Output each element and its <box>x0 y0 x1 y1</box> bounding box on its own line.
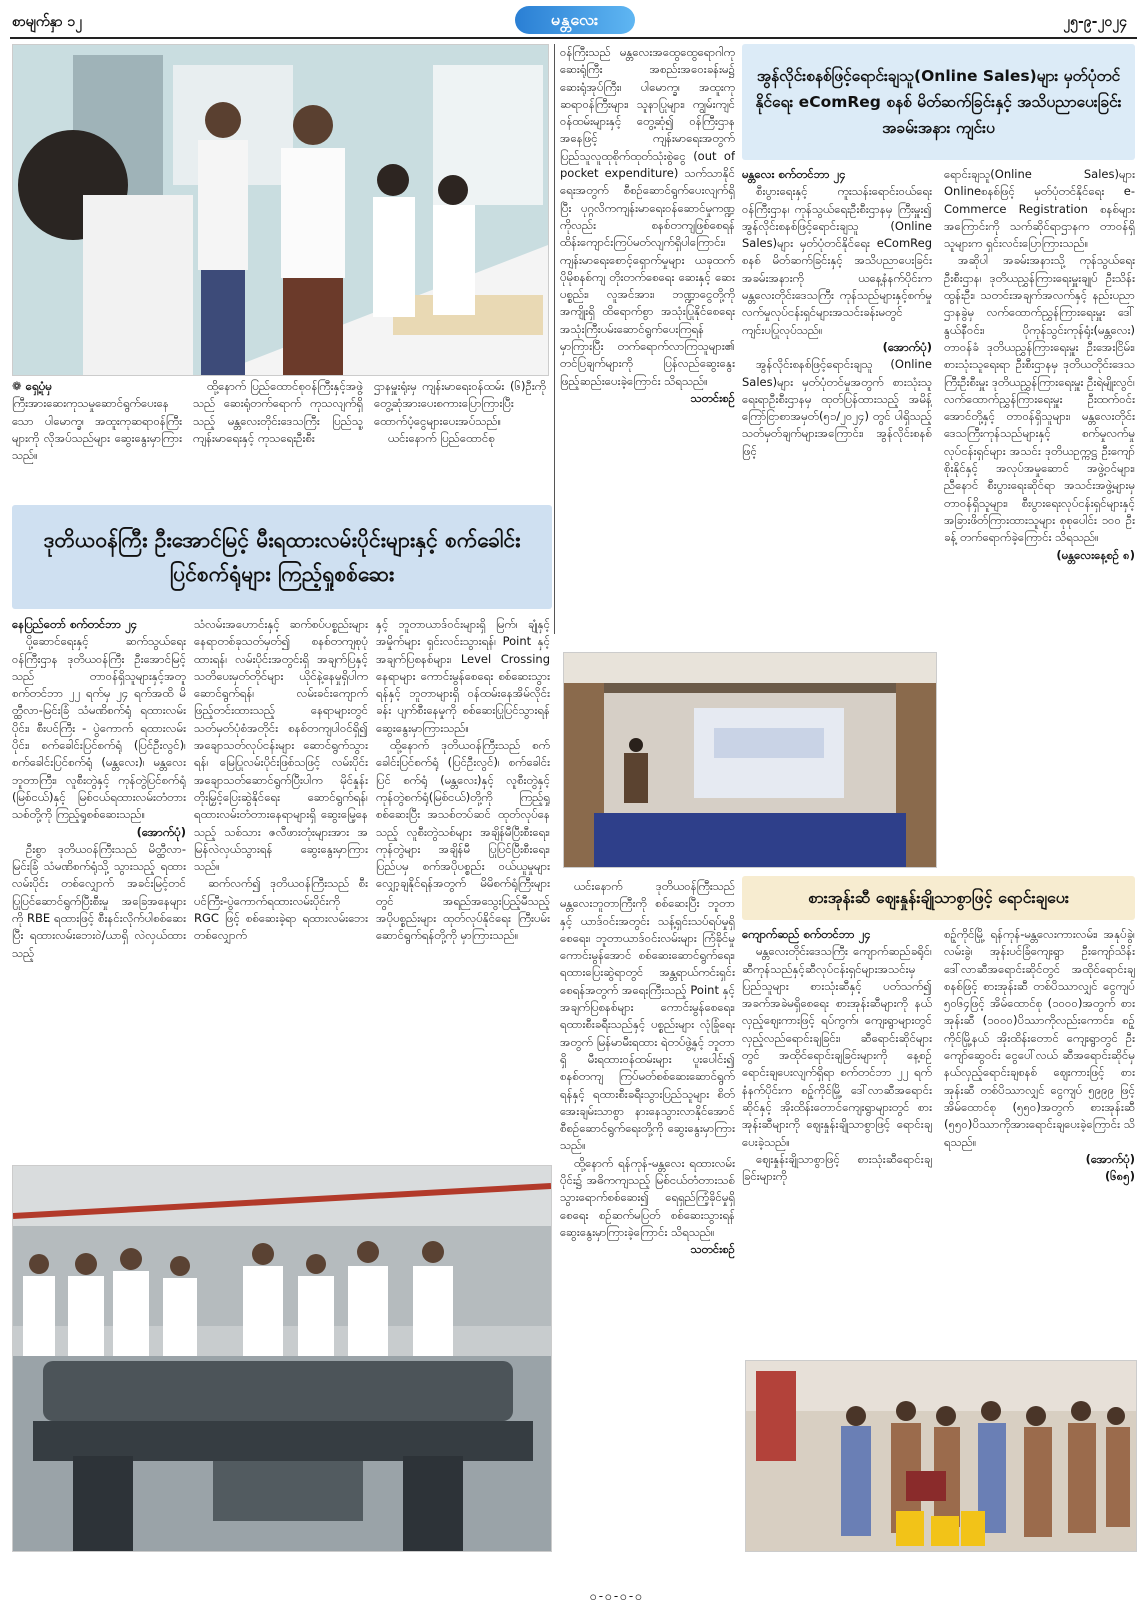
article2-col1-text: စီးပွားရေးနှင့် ကူးသန်းရောင်းဝယ်ရေးဝန်ကြီးဌာန၊ ကုန်သွယ်ရေးဦးစီးဌာနမှ ကြီးမှူး၍ အွန်လိုင်းစနစ်ဖြင့်ရောင်းချသူ (Online Sales)များ မှတ်ပုံတင်နိုင်ရေး eComReg စနစ် မိတ်ဆက်ခြင်းနှင့် အသိပညာပေးခြင်း အခမ်းအနားကို ယနေ့နံနက်ပိုင်းက မန္တလေးတိုင်းဒေသကြီး ကုန်သည်များနှင့်စက်မှုလက်မှုလုပ်ငန်းရှင်များအသင်းခန်းမတွင် ကျင်းပပြုလုပ်သည်။ <box>742 184 932 337</box>
conference-photo <box>563 652 937 868</box>
article1-dateline: နေပြည်တော် စက်တင်ဘာ ၂၄ <box>12 617 138 631</box>
article1-column-2 <box>194 616 368 1161</box>
column-divider <box>554 44 555 634</box>
article2-headline <box>742 44 1135 160</box>
issue-date: ၂၅-၉-၂၀၂၄ <box>1063 14 1127 30</box>
article3-byline: (၆၈၅) <box>1104 1169 1135 1184</box>
article1-column-1 <box>12 616 186 1161</box>
middle-bottom-byline: သတင်းစဉ် <box>690 1242 735 1257</box>
article1-col1-text: ပို့ဆောင်ရေးနှင့် ဆက်သွယ်ရေးဝန်ကြီးဌာန ဒုတိယဝန်ကြီး ဦးအောင်မြင့်သည် တာဝန်ရှိသူများနှင့်အတူ စက်တင်ဘာ ၂၂ ရက်မှ ၂၄ ရက်အထိ မိတ္ထီလာ-မြင်းခြံ သံမဏိစက်ရုံ ရထားလမ်းပိုင်း၊ စီးပင်ကြီး - ပွဲကောက် ရထားလမ်းပိုင်း၊ စက်ခေါင်းပြင်စက်ရုံ (ပြင်ဦးလွင်)၊ စက်ခေါင်းပြင်စက်ရုံ (မန္တလေး)၊ မန္တလေးဘူတာကြီး၊ လူစီးတွဲနှင့် ကုန်တွဲပြင်စက်ရုံ (မြစ်ငယ်)နှင့် မြစ်ငယ်ရထားလမ်းတံတားသစ်တို့ကို ကြည့်ရှုစစ်ဆေးသည်။ <box>12 634 186 822</box>
page-number: စာမျက်နှာ ၁၂ <box>12 14 83 30</box>
article2-photo-tag: (အောက်ပုံ) <box>882 339 932 354</box>
middle-column-top <box>560 44 735 639</box>
middle-top-text: ဝန်ကြီးသည် မန္တလေးအထွေထွေရောဂါကုဆေးရုံကြီး အစည်းအဝေးခန်းမ၌ ဆေးရုံအုပ်ကြီး၊ ပါမောက္ခ၊ အထူးကုဆရာဝန်ကြီးများ၊ သူနာပြုများ၊ ကျွမ်းကျင်ဝန်ထမ်းများနှင့် တွေ့ဆုံ၍ ဝန်ကြီးဌာနအနေဖြင့် ကျန်းမာရေးအတွက် ပြည်သူလူထုစိုက်ထုတ်သုံးစွဲငွေ (out of pocket expenditure) သက်သာနိုင်ရေးအတွက် စီစဉ်ဆောင်ရွက်ပေးလျက်ရှိပြီး ပုဂ္ဂလိကကျန်းမာရေးဝန်ဆောင်မှုကဏ္ဍကိုလည်း စနစ်တကျဖြစ်စေရန် ထိန်းကျောင်းကြပ်မတ်လျက်ရှိပါကြောင်း၊ ကျန်းမာရေးစောင့်ရှောက်မှုများ ယခုထက်ပိုမိုစနစ်ကျ တိုးတက်စေရေး ဆေးနှင့် ဆေးပစ္စည်း၊ လူအင်အား၊ ဘဏ္ဍာငွေတို့ကို အကျိုးရှိ ထိရောက်စွာ အသုံးပြုနိုင်စေရေး အသုံးကြီးပမ်းဆောင်ရွက်ပေးကြရန် မှာကြားပြီး တက်ရောက်လာကြသူများ၏ တင်ပြချက်များကို ပြန်လည်ဆွေးနွေးဖြည့်ဆည်းပေးခဲ့ကြောင်း သိရသည်။ <box>560 45 735 388</box>
article3-column-1 <box>742 926 932 1356</box>
article3-col1-text: မန္တလေးတိုင်းဒေသကြီး ကျောက်ဆည်ခရိုင်၊ ဆီကုန်သည်နှင့်ဆီလုပ်ငန်းရှင်များအသင်းမှ ပြည်သူများ စားသုံးဆီနှင့် ပတ်သက်၍ အခက်အခဲမရှိစေရေး စားအုန်းဆီများကို နယ်လှည့်ဈေးကားဖြင့် ရပ်ကွက်၊ ကျေးရွာများတွင် လှည့်လည်ရောင်းချခြင်း၊ ဆီရောင်းဆိုင်များတွင် အထိုင်ရောင်းချခြင်းများကို နေ့စဉ်ရောင်းချပေးလျက်ရှိရာ စက်တင်ဘာ ၂၂ ရက် နံနက်ပိုင်းက စဉ့်ကိုင်မြို့ ဒေါ်လာဆီအရောင်းဆိုင်နှင့် အိုးထိန်းတောင်ကျေးရွာများတွင် စားအုန်းဆီများကို ဈေးနှုန်းချိုသာစွာဖြင့် ရောင်းချပေးခဲ့သည်။ <box>742 944 932 1149</box>
article1-col2b-text: ဆက်လက်၍ ဒုတိယဝန်ကြီးသည် စီးပင်ကြီး-ပွဲကောက်ရထားလမ်းပိုင်းကို RGC ဖြင့် စစ်ဆေးခဲ့ရာ ရထားလမ်းဘေး တစ်လျှောက် <box>194 876 368 943</box>
article1-col1b-text: ဦးစွာ ဒုတိယဝန်ကြီးသည် မိတ္ထီလာ-မြင်းခြံ သံမဏိစက်ရုံသို့ သွားသည့် ရထားလမ်းပိုင်း တစ်လျှောက် အခင်းမြင့်တင် ပြုပြင်ဆောင်ရွက်ပြီးစီးမှု အခြေအနေများကို RBE ရထားဖြင့် စီးနင်းလိုက်ပါစစ်ဆေးပြီး ရထားလမ်းဘေးဝဲ/ယာရှိ လဲလှယ်ထားသည့် <box>12 841 186 960</box>
article2-col2-text: ရောင်းချသူ(Online Sales)များ Onlineစနစ်ဖြင့် မှတ်ပုံတင်နိုင်ရေး e-Commerce Registration စနစ်များ အကြောင်းကို သက်ဆိုင်ရာဌာနက တာဝန်ရှိသူများက ရှင်းလင်းပြောကြားသည်။ <box>944 167 1135 251</box>
lab-visit-photo <box>12 44 549 376</box>
newspaper-logo: မန္တလေး <box>515 6 635 34</box>
article3-headline <box>742 876 1135 920</box>
article2-col1b-text: အွန်လိုင်းစနစ်ဖြင့်ရောင်းချသူ (Online Sales)များ မှတ်ပုံတင်မှုအတွက် စားသုံးသူရေးရာဦးစီးဌာနမှ ထုတ်ပြန်ထားသည့် အမိန့်ကြော်ငြာစာအမှတ်(၅၁/၂၀၂၄) တွင် ပါရှိသည့် သတ်မှတ်ချက်များအကြောင်း၊ အွန်လိုင်းစနစ်ဖြင့် <box>742 357 932 458</box>
middle-bottom-text-2: ထို့နောက် ရန်ကုန်-မန္တလေး ရထားလမ်းပိုင်း၌ အဓိကကျသည့် မြစ်ငယ်တံတားသစ် သွားရောက်စစ်ဆေး၍ ရေရှည်ကြံ့ခိုင်မှုရှိစေရေး စဉ်ဆက်မပြတ် စစ်ဆေးသွားရန် ဆွေးနွေးမှာကြားခဲ့ကြောင်း သိရသည်။ <box>560 1155 735 1239</box>
header-rule <box>10 37 1137 39</box>
article3-col1b-text: ဈေးနှုန်းချိုသာစွာဖြင့် စားသုံးဆီရောင်းချခြင်းများကို <box>742 1151 932 1184</box>
article2-byline: (မန္တလေးနေ့စဉ် ၈) <box>1056 547 1135 562</box>
article1-col2-text: သံလမ်းအဟောင်းနှင့် ဆက်စပ်ပစ္စည်းများ နေရာတစ်ခုသတ်မှတ်၍ စနစ်တကျစုပုံထားရန်၊ လမ်းပိုင်းအတွင်းရှိ အချက်ပြနှင့် သတိပေးမှတ်တိုင်များ ယိုင်နဲ့နေမှုရှိပါက ဆောင်ရွက်ရန်၊ လမ်းခင်းကျောက်ဖြည့်တင်းထားသည့် နေရာများတွင် သတ်မှတ်ပုံစံအတိုင်း စနစ်တကျပါဝင်ရှိ၍ အချောသတ်လုပ်ငန်းများ ဆောင်ရွက်သွားရန်၊ မြေပြုလမ်းပိုင်းဖြစ်သဖြင့် လမ်းပိုင်းအချောသတ်ဆောင်ရွက်ပြီးပါက မိုင်နှုန်းတိုးမြှင့်ပြေးဆွဲနိုင်ရေး ဆောင်ရွက်ရန်၊ ရထားလမ်းတံတားနေရာများရှိ ဆွေးမြေ့နေသည့် သစ်သား ဇလီဖားတုံးများအား အမြန်လဲလှယ်သွားရန် ဆွေးနွေးမှာကြားသည်။ <box>194 617 368 874</box>
article3-photo-tag: (အောက်ပုံ) <box>1085 1151 1135 1166</box>
caption-text-2: ထို့နောက် ပြည်ထောင်စုဝန်ကြီးနှင့်အဖွဲ့သည် ဆေးရုံတက်ရောက် ကုသလျက်ရှိသည့် မန္တလေးတိုင်းဒေသကြီး ပြည်သူ့ကျန်းမာရေးနှင့် ကုသရေးဦးစီး <box>193 379 363 445</box>
article3-col2-text: စဉ့်ကိုင်မြို့ ရန်ကုန်-မန္တလေးကားလမ်း၊ အနုပ်ခွဲ၊ လမ်းခွဲ၊ အုန်းပင်ခြံကျေးရွာ ဦးကျော်သိန်း ဒေါ်လာဆီအရောင်းဆိုင်တွင် အထိုင်ရောင်းချစနစ်ဖြင့် စားအုန်းဆီ တစ်ပိဿာလျှင် ငွေကျပ် ၅၀၆၄ဖြင့် အိမ်ထောင်စု (၁၀၀၀)အတွက် စားအုန်းဆီ (၁၀၀၀)ပိဿာကိုလည်းကောင်း၊ စဉ့်ကိုင်မြို့နယ် အိုးထိန်းတောင် ကျေးရွာတွင် ဦးကျော်ဆွေဝင်း ငွေပေါ်လယ် ဆီအရောင်းဆိုင်မှ နယ်လှည့်ရောင်းချစနစ် ဈေးကားဖြင့် စားအုန်းဆီ တစ်ပိဿာလျှင် ငွေကျပ် ၅၉၉၉ ဖြင့် အိမ်ထောင်စု (၅၅၀)အတွက် စားအုန်းဆီ (၅၅၀)ပိဿာကိုအားရောင်းချပေးခဲ့ကြောင်း သိရသည်။ <box>944 927 1135 1149</box>
middle-top-byline: သတင်းစဉ် <box>690 390 735 405</box>
article3-dateline: ကျောက်ဆည် စက်တင်ဘာ ၂၄ <box>742 927 871 941</box>
oil-sale-photo <box>745 1360 1137 1552</box>
caption-column-3 <box>374 378 546 498</box>
article1-photo-tag: (အောက်ပုံ) <box>136 824 186 839</box>
caption-column-2 <box>193 378 363 498</box>
article3-column-2 <box>944 926 1135 1356</box>
article1-headline-text: ဒုတိယဝန်ကြီး ဦးအောင်မြင့် မီးရထားလမ်းပိုင်းများနှင့် စက်ခေါင်းပြင်စက်ရုံများ ကြည့်ရှုစစ်ဆေး <box>43 528 521 586</box>
article2-col2b-text: အဆိုပါ အခမ်းအနားသို့ ကုန်သွယ်ရေးဦးစီးဌာန၊ ဒုတိယညွှန်ကြားရေးမှူးချုပ် ဦးသိန်းထွန်းဦး၊ သတင်းအချက်အလက်နှင့် နည်းပညာဌာနခွဲမှ လက်ထောက်ညွှန်ကြားရေးမှူး ဒေါ်နွယ်နီဝင်း၊ ပိုကုန်သွင်းကုန်ရုံး(မန္တလေး) တာဝန်ခံ ဒုတိယညွှန်ကြားရေးမှူး ဦးအေးငြိမ်း၊ စားသုံးသူရေးရာ ဦးစီးဌာနမှ ဒုတိယတိုင်းဒေသကြီးဦးစီးမှူး ဒုတိယညွှန်ကြားရေးမှူး ဦးရဲမျိုးလွင်၊ လက်ထောက်ညွှန်ကြားရေးမှူး ဦးထက်ဝင်းအောင်တို့နှင့် တာဝန်ရှိသူများ၊ မန္တလေးတိုင်းဒေသကြီးကုန်သည်များနှင့် စက်မှုလက်မှုလုပ်ငန်းရှင်များ အသင်း ဒုတိယဥက္ကဋ္ဌ ဦးကျော်စိုးနိုင်နှင့် အလုပ်အမှုဆောင် အဖွဲ့ဝင်များ၊ ညီနောင် စီးပွားရေးဆိုင်ရာ အသင်းအဖွဲ့များမှ တာဝန်ရှိသူများ၊ စီးပွားရေးလုပ်ငန်းရှင်များနှင့် အခြားဖိတ်ကြားထားသူများ စုစုပေါင်း ၁၀၀ ဦးခန့် တက်ရောက်ခဲ့ကြောင်း သိရသည်။ <box>944 253 1135 545</box>
factory-visit-photo <box>12 1165 552 1552</box>
article1-column-3 <box>376 616 550 1161</box>
caption-column-1 <box>12 378 182 498</box>
article1-col3-text: နှင့် ဘူတာယာဒ်ဝင်းများရှိ မြက်၊ ချုံနှင့် အမှိုက်များ ရှင်းလင်းသွားရန်၊ Point နှင့် အချက်ပြစနစ်များ၊ Level Crossing နေရာများ ကောင်းမွန်စေရေး စစ်ဆေးသွားရန်နှင့် ဘူတာများရှိ ဝန်ထမ်းနေအိမ်လိုင်းခန်း ပျက်စီးနေမှုကို စစ်ဆေးပြုပြင်သွားရန် ဆွေးနွေးမှာကြားသည်။ <box>376 617 550 735</box>
article2-column-1 <box>742 166 932 646</box>
page-footer-mark: ၀-၀-၀-၀ <box>590 1589 644 1603</box>
article2-column-2 <box>944 166 1135 866</box>
caption-bullet-label: ❁ ရှေ့ပုံမှ <box>12 379 52 393</box>
middle-column-bottom <box>560 878 735 1568</box>
article2-headline-text: အွန်လိုင်းစနစ်ဖြင့်ရောင်းချသူ(Online Sales)များ မှတ်ပုံတင်နိုင်ရေး eComReg စနစ် မိတ်ဆက်ခြင်းနှင့် အသိပညာပေးခြင်း အခမ်းအနား ကျင်းပ <box>755 67 1122 137</box>
article2-dateline: မန္တလေး စက်တင်ဘာ ၂၄ <box>742 167 846 181</box>
caption-text-3b: ယင်းနောက် ပြည်ထောင်စု <box>388 430 495 445</box>
article3-headline-text: စားအုန်းဆီ ဈေးနှုန်းချိုသာစွာဖြင့် ရောင်းချပေး <box>808 888 1069 907</box>
caption-text-3: ဌာနမှူးရုံးမှ ကျန်းမာရေးဝန်ထမ်း (၆)ဦးကို တွေ့ဆုံအားပေးစကားပြောကြားပြီး ထောက်ပံ့ငွေများပေးအပ်သည်။ <box>374 379 546 428</box>
article1-col3b-text: ထို့နောက် ဒုတိယဝန်ကြီးသည် စက်ခေါင်းပြင်စက်ရုံ (ပြင်ဦးလွင်)၊ စက်ခေါင်းပြင် စက်ရုံ (မန္တလေး)နှင့် လူစီးတွဲနှင့် ကုန်တွဲစက်ရုံ(မြစ်ငယ်)တို့ကို ကြည့်ရှုစစ်ဆေးပြီး အသစ်တပ်ဆင် ထုတ်လုပ်နေသည့် လူစီးတွဲသစ်များ အချိန်မီပြီးစီးရေး၊ ကုန်တွဲများ အချိန်မီ ပြုပြင်ပြီးစီးရေး၊ ပြည်ပမှ စက်အပိုပစ္စည်း ဝယ်ယူမှုများ လျှော့ချနိုင်ရန်အတွက် မိမိစက်ရုံကြီးများတွင် အရည်အသွေးပြည့်မီသည့် အပိုပစ္စည်းများ ထုတ်လုပ်နိုင်ရေး ကြီးပမ်းဆောင်ရွက်ရန်တို့ကို မှာကြားသည်။ <box>376 738 550 943</box>
caption-text-1: ကြီးအားဆေးကုသမှုဆောင်ရွက်ပေးနေသော ပါမောက္ခ၊ အထူးကုဆရာဝန်ကြီးများကို လိုအပ်သည်များ ဆွေးနွေးမှာကြားသည်။ <box>12 396 182 463</box>
middle-bottom-text: ယင်းနောက် ဒုတိယဝန်ကြီးသည် မန္တလေးဘူတာကြီးကို စစ်ဆေးပြီး ဘူတာနှင့် ယာဒ်ဝင်းအတွင်း သန့်ရှင်းသပ်ရပ်မှုရှိစေရေး၊ ဘူတာယာဒ်ဝင်းလမ်းများ ကြံခိုင်မှုကောင်းမွန်အောင် စစ်ဆေးဆောင်ရွက်ရေး၊ ရထားပြေးဆွဲရာတွင် အန္တရာယ်ကင်းရှင်းစေရန်အတွက် အရေးကြီးသည့် Point နှင့် အချက်ပြစနစ်များ ကောင်းမွန်စေရေး၊ ရထားစီးခရီးသည်နှင့် ပစ္စည်းများ လုံခြုံရေးအတွက် မြန်မာမီးရထား ရဲတပ်ဖွဲ့နှင့် ဘူတာရှိ မီးရထားဝန်ထမ်းများ ပူးပေါင်း၍ စနစ်တကျ ကြပ်မတ်စစ်ဆေးဆောင်ရွက်ရန်နှင့် ရထားစီးခရီးသွားပြည်သူများ စိတ်အေးချမ်းသာစွာ နားနေသွားလာနိုင်အောင် စီစဉ်ဆောင်ရွက်ရေးတို့ကို ဆွေးနွေးမှာကြားသည်။ <box>560 879 735 1153</box>
article1-headline <box>12 505 552 609</box>
